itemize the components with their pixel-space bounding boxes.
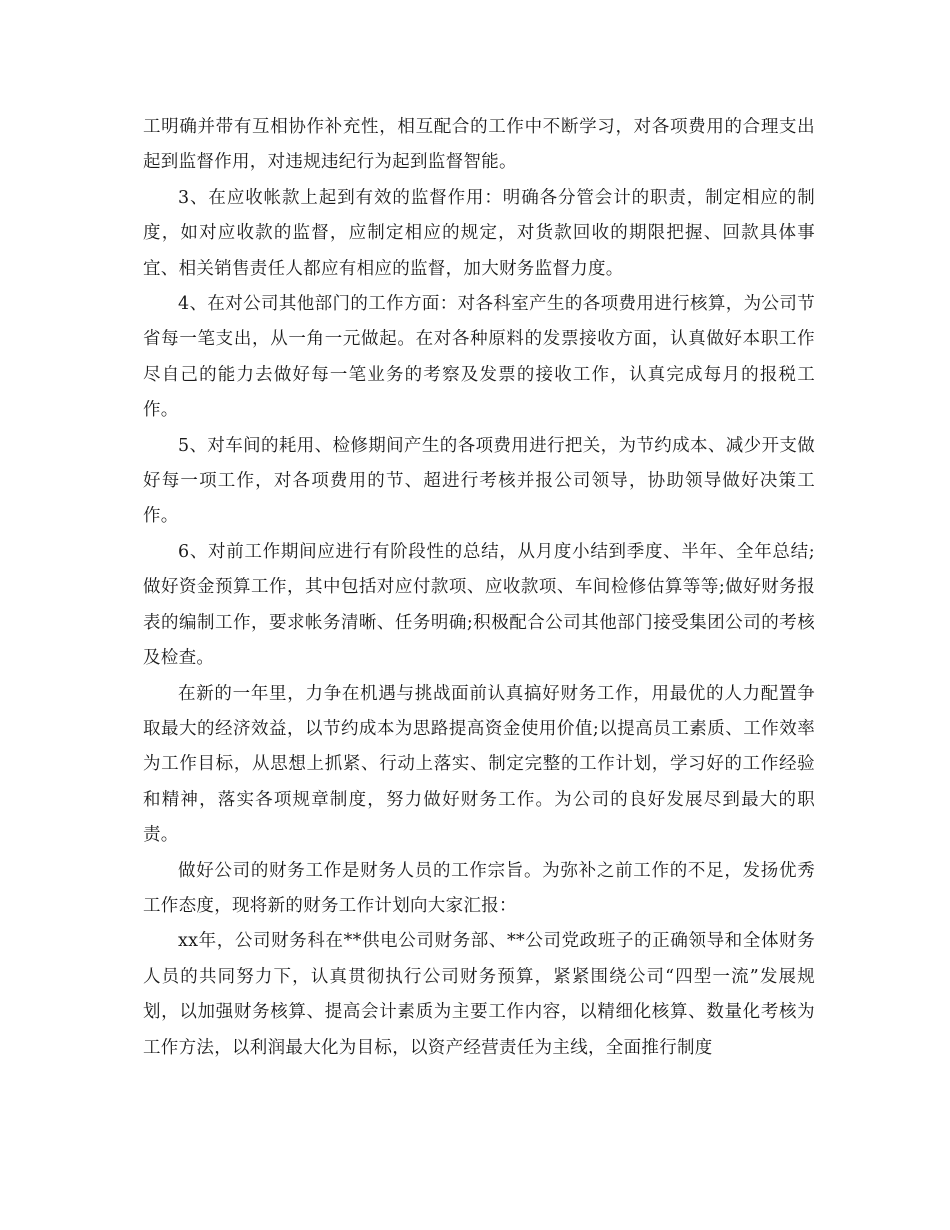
paragraph-continuation: 工明确并带有互相协作补充性，相互配合的工作中不断学习，对各项费用的合理支出起到监督作用，对违规违纪行为起到监督智能。: [143, 117, 815, 173]
paragraph-item-3: 3、在应收帐款上起到有效的监督作用：明确各分管会计的职责，制定相应的制度，如对应收款的监督，应制定相应的规定，对货款回收的期限把握、回款具体事宜、相关销售责任人都应有相应的监督，加大财务监督力度。: [143, 187, 815, 279]
paragraph-annual-review: xx年，公司财务科在**供电公司财务部、**公司党政班子的正确领导和全体财务人员的共同努力下，认真贯彻执行公司财务预算，紧紧围绕公司“四型一流”发展规划，以加强财务核算、提高会计素质为主要工作内容，以精细化核算、数量化考核为工作方法，以利润最大化为目标，以资产经营责任为主线，全面推行制度: [143, 931, 815, 1058]
paragraph-new-year-goals: 在新的一年里，力争在机遇与挑战面前认真搞好财务工作，用最优的人力配置争取最大的经济效益，以节约成本为思路提高资金使用价值;以提高员工素质、工作效率为工作目标，从思想上抓紧、行动上落实、制定完整的工作计划，学习好的工作经验和精神，落实各项规章制度，努力做好财务工作。为公司的良好发展尽到最大的职责。: [143, 683, 815, 846]
paragraph-item-5: 5、对车间的耗用、检修期间产生的各项费用进行把关，为节约成本、减少开支做好每一项工作，对各项费用的节、超进行考核并报公司领导，协助领导做好决策工作。: [143, 435, 815, 527]
document-body: [143, 110, 815, 1066]
paragraph-item-4: 4、在对公司其他部门的工作方面：对各科室产生的各项费用进行核算，为公司节省每一笔支出，从一角一元做起。在对各种原料的发票接收方面，认真做好本职工作尽自己的能力去做好每一笔业务的考察及发票的接收工作，认真完成每月的报税工作。: [143, 294, 815, 421]
paragraph-item-6: 6、对前工作期间应进行有阶段性的总结，从月度小结到季度、半年、全年总结;做好资金预算工作，其中包括对应付款项、应收款项、车间检修估算等等;做好财务报表的编制工作，要求帐务清晰、任务明确;积极配合公司其他部门接受集团公司的考核及检查。: [143, 541, 815, 669]
paragraph-work-purpose: 做好公司的财务工作是财务人员的工作宗旨。为弥补之前工作的不足，发扬优秀工作态度，现将新的财务工作计划向大家汇报：: [143, 860, 815, 916]
